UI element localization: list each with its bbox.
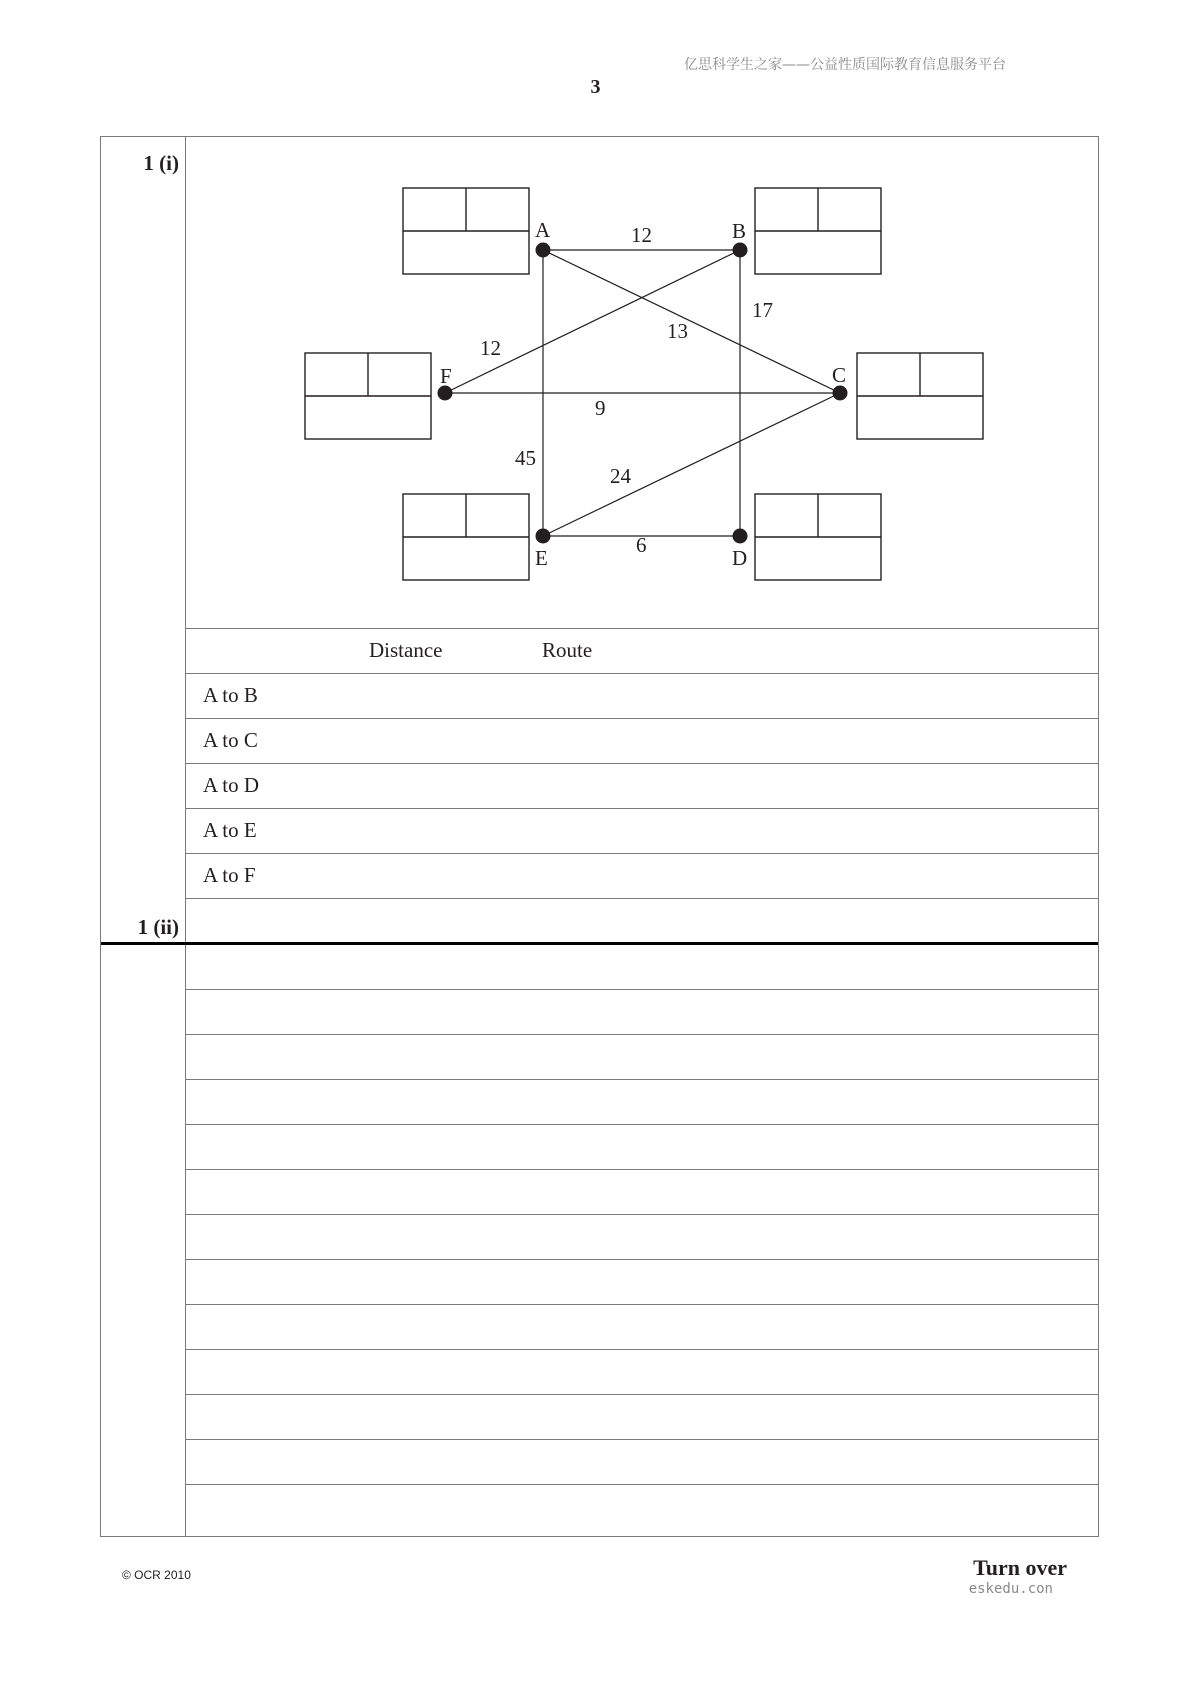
label-box-A — [403, 188, 529, 274]
edge-weight-A-B: 12 — [631, 223, 652, 247]
answer-line[interactable] — [186, 1484, 1098, 1529]
answer-line[interactable] — [186, 989, 1098, 1034]
edge-weight-A-C: 13 — [667, 319, 688, 343]
turn-over: Turn over — [973, 1555, 1067, 1580]
watermark-bottom: eskedu.con — [968, 1581, 1053, 1597]
label-box-C — [857, 353, 983, 439]
edge-E-C — [543, 393, 840, 536]
answer-line[interactable] — [186, 1394, 1098, 1439]
network-diagram — [186, 137, 1098, 628]
table-row — [186, 808, 1098, 853]
answer-line[interactable] — [186, 1169, 1098, 1214]
label-box-D — [755, 494, 881, 580]
blank-answer-row[interactable] — [186, 898, 1098, 943]
node-label-D: D — [732, 546, 748, 570]
answer-line[interactable] — [186, 1349, 1098, 1394]
answer-line[interactable] — [186, 1034, 1098, 1079]
row-label-a-to-c: A to C — [203, 728, 258, 752]
node-D — [733, 529, 748, 544]
question-label-1ii: 1 (ii) — [137, 915, 179, 939]
network-diagram-area — [186, 137, 1098, 628]
label-box-B — [755, 188, 881, 274]
node-A — [536, 243, 551, 258]
node-B — [733, 243, 748, 258]
edge-A-C — [543, 250, 840, 393]
table-row — [186, 673, 1098, 718]
table-header-row — [186, 628, 1098, 673]
node-label-B: B — [732, 219, 747, 243]
node-C — [833, 386, 848, 401]
question-label-1i: 1 (i) — [143, 151, 179, 175]
edge-weight-A-E: 45 — [515, 446, 536, 470]
edge-weight-E-D: 6 — [636, 533, 647, 557]
row-label-a-to-d: A to D — [203, 773, 260, 797]
node-E — [536, 529, 551, 544]
section-divider — [101, 942, 1098, 945]
answer-line[interactable] — [186, 1079, 1098, 1124]
answer-line[interactable] — [186, 1439, 1098, 1484]
answer-line[interactable] — [186, 1124, 1098, 1169]
table-row — [186, 763, 1098, 808]
watermark-top: 亿思科学生之家——公益性质国际教育信息服务平台 — [684, 57, 1006, 73]
header-distance: Distance — [369, 638, 443, 662]
label-box-E — [403, 494, 529, 580]
label-box-F — [305, 353, 431, 439]
table-row — [186, 853, 1098, 898]
node-label-F: F — [440, 364, 452, 388]
row-label-a-to-f: A to F — [203, 863, 256, 887]
table-row — [186, 718, 1098, 763]
copyright: © OCR 2010 — [122, 1568, 191, 1582]
edge-weight-B-F: 12 — [480, 336, 501, 360]
node-label-C: C — [832, 363, 847, 387]
header-route: Route — [542, 638, 593, 662]
edge-weight-F-C: 9 — [595, 396, 606, 420]
row-label-a-to-b: A to B — [203, 683, 258, 707]
answer-frame — [100, 136, 1099, 1537]
edge-weight-E-C: 24 — [610, 464, 631, 488]
node-label-E: E — [535, 546, 548, 570]
row-label-a-to-e: A to E — [203, 818, 257, 842]
answer-line[interactable] — [186, 1259, 1098, 1304]
node-label-A: A — [535, 218, 551, 242]
page-number: 3 — [590, 76, 601, 98]
answer-line[interactable] — [186, 1304, 1098, 1349]
answer-line[interactable] — [186, 1214, 1098, 1259]
question-number-column — [101, 137, 186, 1536]
edge-weight-B-D: 17 — [752, 298, 773, 322]
edge-B-F — [445, 250, 740, 393]
